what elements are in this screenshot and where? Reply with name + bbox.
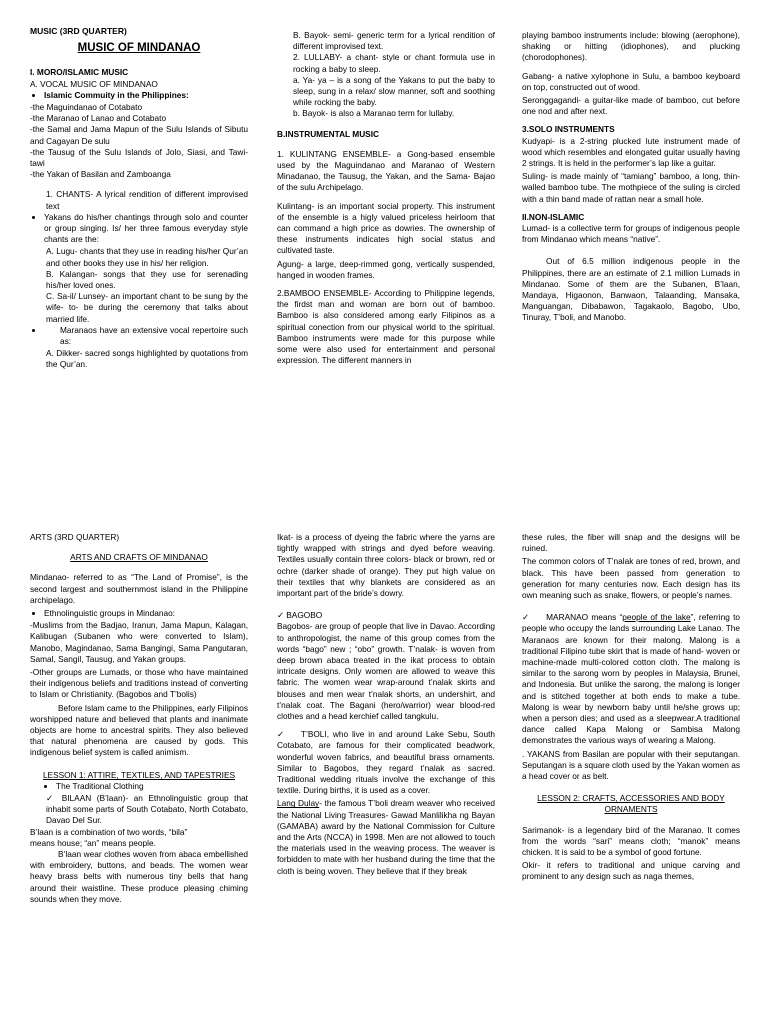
lumads-paragraph: Out of 6.5 million indigenous people in the Philippines, there are an estimate of 2.1 million Lumads in Mindanao. Some of them are the Subanen, B’laan, Mandaya, Higaonon, Banwaon, Talaanding, Mansaka, Manguangan, Dibabawon, Tagakaolo, Bagobo, Ubo, Tinuray, T’boli, and Manobo.	[522, 256, 740, 323]
maranaos-bullet: • Maranaos have an extensive vocal repertoire such as:	[44, 325, 248, 347]
bamboo-playing-paragraph: playing bamboo instruments include: blowing (aerophone), shaking or hitting (idiophones), and plucking (chorodophones).	[522, 30, 740, 63]
solo-instruments-heading: 3.SOLO INSTRUMENTS	[522, 124, 615, 135]
music-title: MUSIC OF MINDANAO	[77, 42, 201, 55]
lumad-paragraph: Lumad- is a collective term for groups of indigenous people from Mindanao which means “native”.	[522, 223, 740, 245]
non-islamic-heading: II.NON-ISLAMIC	[522, 211, 585, 222]
tnalak-colors-paragraph: The common colors of T’nalak are tones of red, brown, and black. This have been passed from generation to generation for many centuries now. Each design has its own meaning such as snake, flowers, or people’s names.	[522, 556, 740, 601]
chant-type: C. Sa-il/ Lunsey- an important chant to be sung by the wife- to- be during the ceremony that talks about married life.	[46, 291, 248, 324]
ethno-list	[30, 608, 248, 619]
sarimanok-paragraph: Sarimanok- is a legendary bird of the Maranao. It comes from the words “sari” means cloth; “manok” means chicken. It is said to be a symbol of good fortune.	[522, 824, 740, 858]
bagobo-heading-text: BAGOBO	[286, 610, 323, 621]
chant-type: B. Kalangan- songs that they use for serenading his/her loved ones.	[46, 268, 248, 291]
yakans-list	[30, 212, 248, 246]
lang-dulay-name: Lang Dulay	[277, 798, 320, 809]
check-icon: ✓	[46, 793, 62, 804]
arts-page	[0, 512, 768, 1024]
bagobo-heading	[277, 610, 495, 621]
yakans-seputangan-paragraph: . YAKANS from Basilan are popular with their seputangan. Seputangan is a square cloth used by the Yakan women as a head cover or as belt.	[522, 748, 740, 782]
music-column-2	[277, 30, 495, 510]
music-column-3	[522, 30, 740, 510]
islamic-community-bullet: • Islamic Commuity in the Philippines:	[44, 90, 248, 101]
lesson1-heading: LESSON 1: ATTIRE, TEXTILES, AND TAPESTRIES	[42, 769, 236, 780]
animism-paragraph: Before Islam came to the Philippines, early Filipinos worshipped nature and believed that plants and inanimate objects are home to ancestral spirits. They also believed that natural phenomena are caused by gods. This indigenous belief system is called animism.	[30, 702, 248, 758]
yaya-item: a. Ya- ya – is a song of the Yakans to put the baby to sleep, sung in a relax/ slow manner, soft and soothing while rocking the baby.	[293, 74, 495, 108]
dikker-item: A. Dikker- sacred songs highlighted by quotations from the Qur’an.	[46, 348, 248, 370]
arts-quarter-header: ARTS (3RD QUARTER)	[30, 532, 120, 542]
islamic-community-list	[30, 90, 248, 101]
tboli-text: T’BOLI, who live in and around Lake Sebu, South Cotabato, are famous for their complicated beadwork, wonderful woven fabrics, and beautiful brass ornaments. Similar to Bagobos, they regard t’nalak as sacred. Traditional wedding rituals involve the exchange of this textile. During births, it is used as a cover.	[277, 729, 495, 796]
chants-item: 1. CHANTS- A lyrical rendition of different improvised text	[46, 189, 248, 211]
check-icon: ✓	[277, 610, 287, 621]
bilaan-item	[30, 793, 248, 827]
maranao-pre: MARANAO means “	[546, 612, 623, 623]
vocal-music-heading: A. VOCAL MUSIC OF MINDANAO	[30, 78, 158, 89]
seronggagandi-paragraph: Seronggagandi- a guitar-like made of bamboo, cut before one nod and after next.	[522, 95, 740, 117]
maranao-paragraph	[522, 612, 740, 746]
group-line: -the Maguindanao of Cotabato	[30, 102, 143, 113]
suling-paragraph: Suling- is made mainly of “tamiang” bamboo, a long, thin-walled bamboo tube. The mothpiece of the suling is circled with a thin band made of rattan near a small hole.	[522, 171, 740, 204]
chant-type: A. Lugu- chants that they use in reading his/her Qur’an and other books they use in his/ her religion.	[46, 246, 248, 268]
maranao-underlined: people of the lake	[622, 612, 691, 623]
arts-title: ARTS AND CRAFTS OF MINDANAO	[70, 552, 208, 563]
bamboo-ensemble-paragraph: 2.BAMBOO ENSEMBLE- According to Philippine legends, the firdst man and woman are born out of bamboo. Bamboo is also considered among early Filipinos as a spiritual conection from our physical world to the spiritual. Bamboo instruments were made for this purpose while some were also used for entertainment and personal expression. The different manners in	[277, 288, 495, 366]
music-quarter-header: MUSIC (3RD QUARTER)	[30, 26, 127, 36]
gabang-paragraph: Gabang- a native xylophone in Sulu, a bamboo keyboard on top, constructed out of wood.	[522, 70, 740, 92]
means-house-line: means house; “an” means people.	[30, 837, 156, 848]
kulintang-ensemble-paragraph: 1. KULINTANG ENSEMBLE- a Gong-based ensemble used by the Maguindanao and Maranao of Western Minadanao, the Tausug, the Yakan, and the Sama- Bajao of the sulu Archipelago.	[277, 148, 495, 193]
other-groups-paragraph: -Other groups are Lumads, or those who have maintained their indigenous beliefs and traditions instead of converting to Islam or Christianity. (Bagobos and T’bolis)	[30, 667, 248, 700]
ethno-bullet: • Ethnolinguistic groups in Mindanao:	[44, 608, 248, 619]
bayok-lullaby-item: b. Bayok- is also a Maranao term for lullaby.	[293, 108, 455, 119]
lang-dulay-paragraph	[277, 798, 495, 876]
arts-column-2	[277, 532, 495, 1020]
lullaby-item: 2. LULLABY- a chant- style or chant formula use in rocking a baby to sleep.	[293, 52, 495, 74]
trad-list	[30, 781, 248, 792]
kulintang-paragraph: Kulintang- is an important social property. This instrument of the ensemble is a higly valued priceless heirloom that can command a high price as dowries. The ownership of these instruments indicates high social status and cultivated taste.	[277, 200, 495, 256]
blaan-wear-paragraph: B’laan wear clothes woven from abaca embellished with embroidery, buttons, and beads. The women wear heavy brass belts with numerous tiny bells that hang around their waistline. These produce pleasing chiming sounds when they move.	[30, 849, 248, 904]
maranaos-list	[30, 325, 248, 347]
moro-islamic-heading: I. MORO/ISLAMIC MUSIC	[30, 67, 129, 78]
agung-paragraph: Agung- a large, deep-rimmed gong, vertically suspended, hanged in wooden frames.	[277, 258, 495, 280]
okir-paragraph: Okir- it refers to traditional and unique carving and prominent to any design such as naga themes,	[522, 860, 740, 882]
blaan-combo-line: B’laan is a combination of two words, “bila”	[30, 826, 188, 837]
tboli-paragraph	[277, 729, 495, 796]
rules-paragraph: these rules, the fiber will snap and the designs will be ruined.	[522, 532, 740, 554]
arts-column-3	[522, 532, 740, 1020]
check-icon: ✓	[522, 612, 547, 623]
lang-dulay-text: - the famous T’boli dream weaver who received the National Living Treasures- Gawad Manlilikha ng Bayan (GAMABA) award by the National Commission for Culture and the Arts (NCCA) in 1998. Men are not allowed to touch the materials used in the weaving process. The weaver is forbidden to mate with her husband during the time that the cloth is being woven. They believe that if they break	[277, 798, 495, 876]
check-icon: ✓	[277, 729, 301, 740]
maranao-post: ”, referring to people who occupy the lands surrounding Lake Lanao. The Maranaos are known for their malong. Malong is a traditional Filipino tube skirt that is made of hand- woven or machine-made multi-colored cotton cloth. The malong is similar to the sarong worn by peoples in Malaysia, Brunei, and Indonesia. But unlike the sarong, the malong is longer and is stitched together at both ends to make a tube. Malong is wear by newborn baby until he/she grows up; when a person dies; and used as a sleepwear.A traditional dance called Kapa Malong or Sambisa Malong demonstrates the various ways of wearing a Malong.	[522, 612, 740, 746]
lesson2-heading: LESSON 2: CRAFTS, ACCESSORIES AND BODY ORNAMENTS	[537, 793, 725, 815]
group-line: -the Yakan of Basilan and Zamboanga	[30, 169, 171, 180]
ikat-paragraph: Ikat- is a process of dyeing the fabric where the yarns are tightly wrapped with strings and dyed before weaving. Textiles usually contain three colors- black or brown, red or ochre (darker shade of orange). They put high value on their textiles that why blankets are considered as an important part of the bride’s dowry.	[277, 532, 495, 599]
trad-bullet: • The Traditional Clothing	[56, 781, 248, 792]
bayok-item: B. Bayok- semi- generic term for a lyrical rendition of different improvised text.	[293, 30, 495, 52]
arts-column-1	[30, 532, 248, 1020]
group-line: -the Samal and Jama Mapun of the Sulu Islands of Sibutu and Cagayan De sulu	[30, 124, 248, 146]
mindanao-paragraph: Mindanao- referred to as “The Land of Promise”, is the second largest and southernmost island in the Philippine archipelago.	[30, 572, 248, 605]
instrumental-heading: B.INSTRUMENTAL MUSIC	[277, 128, 380, 139]
yakans-bullet: • Yakans do his/her chantings through solo and counter or group singing. Is/ her three famous everyday style chants are the:	[44, 212, 248, 246]
bagobo-paragraph: Bagobos- are group of people that live in Davao. According to anthropologist, the name of this group comes from the words “bago” new ; “obo” growth. T’nalak- is woven from deep brown abaca treated in the ikat process to obtain intricate designs. Only women are allowed to weave this fabric. The women wear wrap-around t’nalak skirts and blouses and men wear t’nalak shorts, an undershirt, and t’nalak coat. The Bagani (hero/warrior) wear blood-red clothes and a head kerchief called tangkulu.	[277, 621, 495, 722]
muslims-paragraph: -Muslims from the Badjao, Iranun, Jama Mapun, Kalagan, Kalibugan (Subanen who were converted to Islam), Manobo, Magindanao, Sama Bangingi, Sama Pangutaran, Samal, Sangil, Tausug, and Yakan groups.	[30, 620, 248, 664]
bilaan-text: BILAAN (B’laan)- an Ethnolinguistic group that inhabit some parts of South Cotabato, North Cotabato, Davao Del Sur.	[46, 793, 248, 826]
music-column-1	[30, 26, 248, 506]
group-line: -the Maranao of Lanao and Cotabato	[30, 113, 167, 124]
kudyapi-paragraph: Kudyapi- is a 2-string plucked lute instrument made of wood which resembles and elongated guitar usually having 2 strings. It is held in the performer’s lap like a guitar.	[522, 135, 740, 169]
group-line: -the Tausug of the Sulu Islands of Jolo, Siasi, and Tawi- tawi	[30, 146, 248, 169]
